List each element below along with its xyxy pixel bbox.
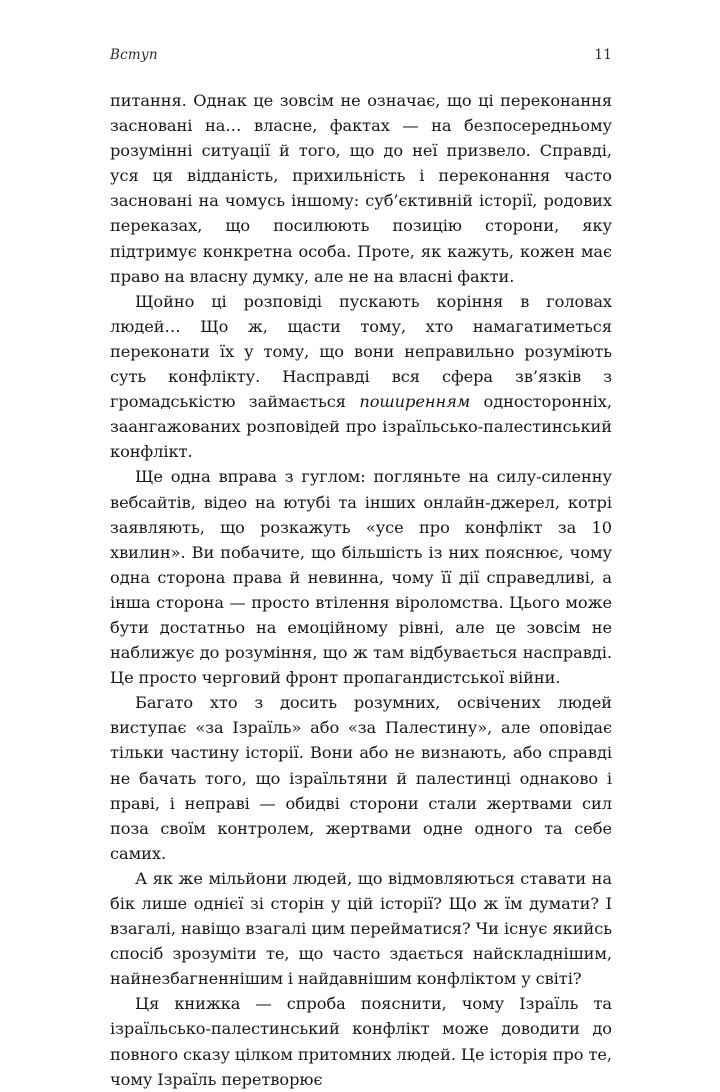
paragraph-2 xyxy=(110,289,612,465)
paragraph-4: Багато хто з досить розумних, освічених людей виступає «за Ізраїль» або «за Палестину», але оповідає тільки частину історії. Вони або не визнають, або справді не бачать того, що ізраїльтяни й палестинці однаково і праві, і неправі — обидві сторони стали жертвами сил поза своїм контролем, жертвами одне одного та себе самих. xyxy=(110,693,612,863)
paragraph-1: питання. Однак це зовсім не означає, що ці переконання засновані на… власне, фактах — на безпосередньому розумінні ситуації й того, що до неї призвело. Справді, уся ця відданість, прихильність і переконання часто засновані на чомусь іншому: суб’єктивній історії, родових переказах, що посилюють позицію сторони, яку підтримує конкретна особа. Проте, як кажуть, кожен має право на власну думку, але не на власні факти. xyxy=(110,91,612,286)
paragraph-2-emphasis: поширенням xyxy=(359,392,471,412)
body-text xyxy=(110,88,612,1092)
running-head-title: Вступ xyxy=(110,47,158,63)
paragraph-2-text-after-italic: односторонніх, заангажованих розповідей про ізраїльсько-палестинський конфлікт. xyxy=(110,392,612,462)
page-number: 11 xyxy=(594,47,612,63)
paragraph-6: Ця книжка — спроба пояснити, чому Ізраїль та ізраїльсько-палестинський конфлікт може доводити до повного сказу цілком притомних людей. Це історія про те, чому Ізраїль перетворює xyxy=(110,994,612,1089)
paragraph-5: А як же мільйони людей, що відмовляються ставати на бік лише однієї зі сторін у цій історії? Що ж їм думати? І взагалі, навіщо взагалі цим перейматися? Чи існує якийсь спосіб зрозуміти те, що часто здається найскладнішим, найнезбагненнішим і найдавнішим конфліктом у світі? xyxy=(110,868,612,989)
paragraph-2-text-before-italic: Щойно ці розповіді пускають коріння в головах людей… Що ж, щасти тому, хто намагатиметься переконати їх у тому, що вони неправильно розуміють суть конфлікту. Насправді вся сфера зв’язків з громадськістю займається xyxy=(110,291,612,412)
paragraph-3: Ще одна вправа з гуглом: погляньте на силу-силенну вебсайтів, відео на ютубі та інших онлайн-джерел, котрі заявляють, що розкажуть «усе про конфлікт за 10 хвилин». Ви побачите, що більшість із них пояснює, чому одна сторона права й невинна, чому її дії справедливі, а інша сторона — просто втілення віроломства. Цього може бути достатньо на емоційному рівні, але це зовсім не наближує до розуміння, що ж там відбувається насправді. Це просто черговий фронт пропагандистської війни. xyxy=(110,467,612,688)
running-head xyxy=(110,47,612,67)
